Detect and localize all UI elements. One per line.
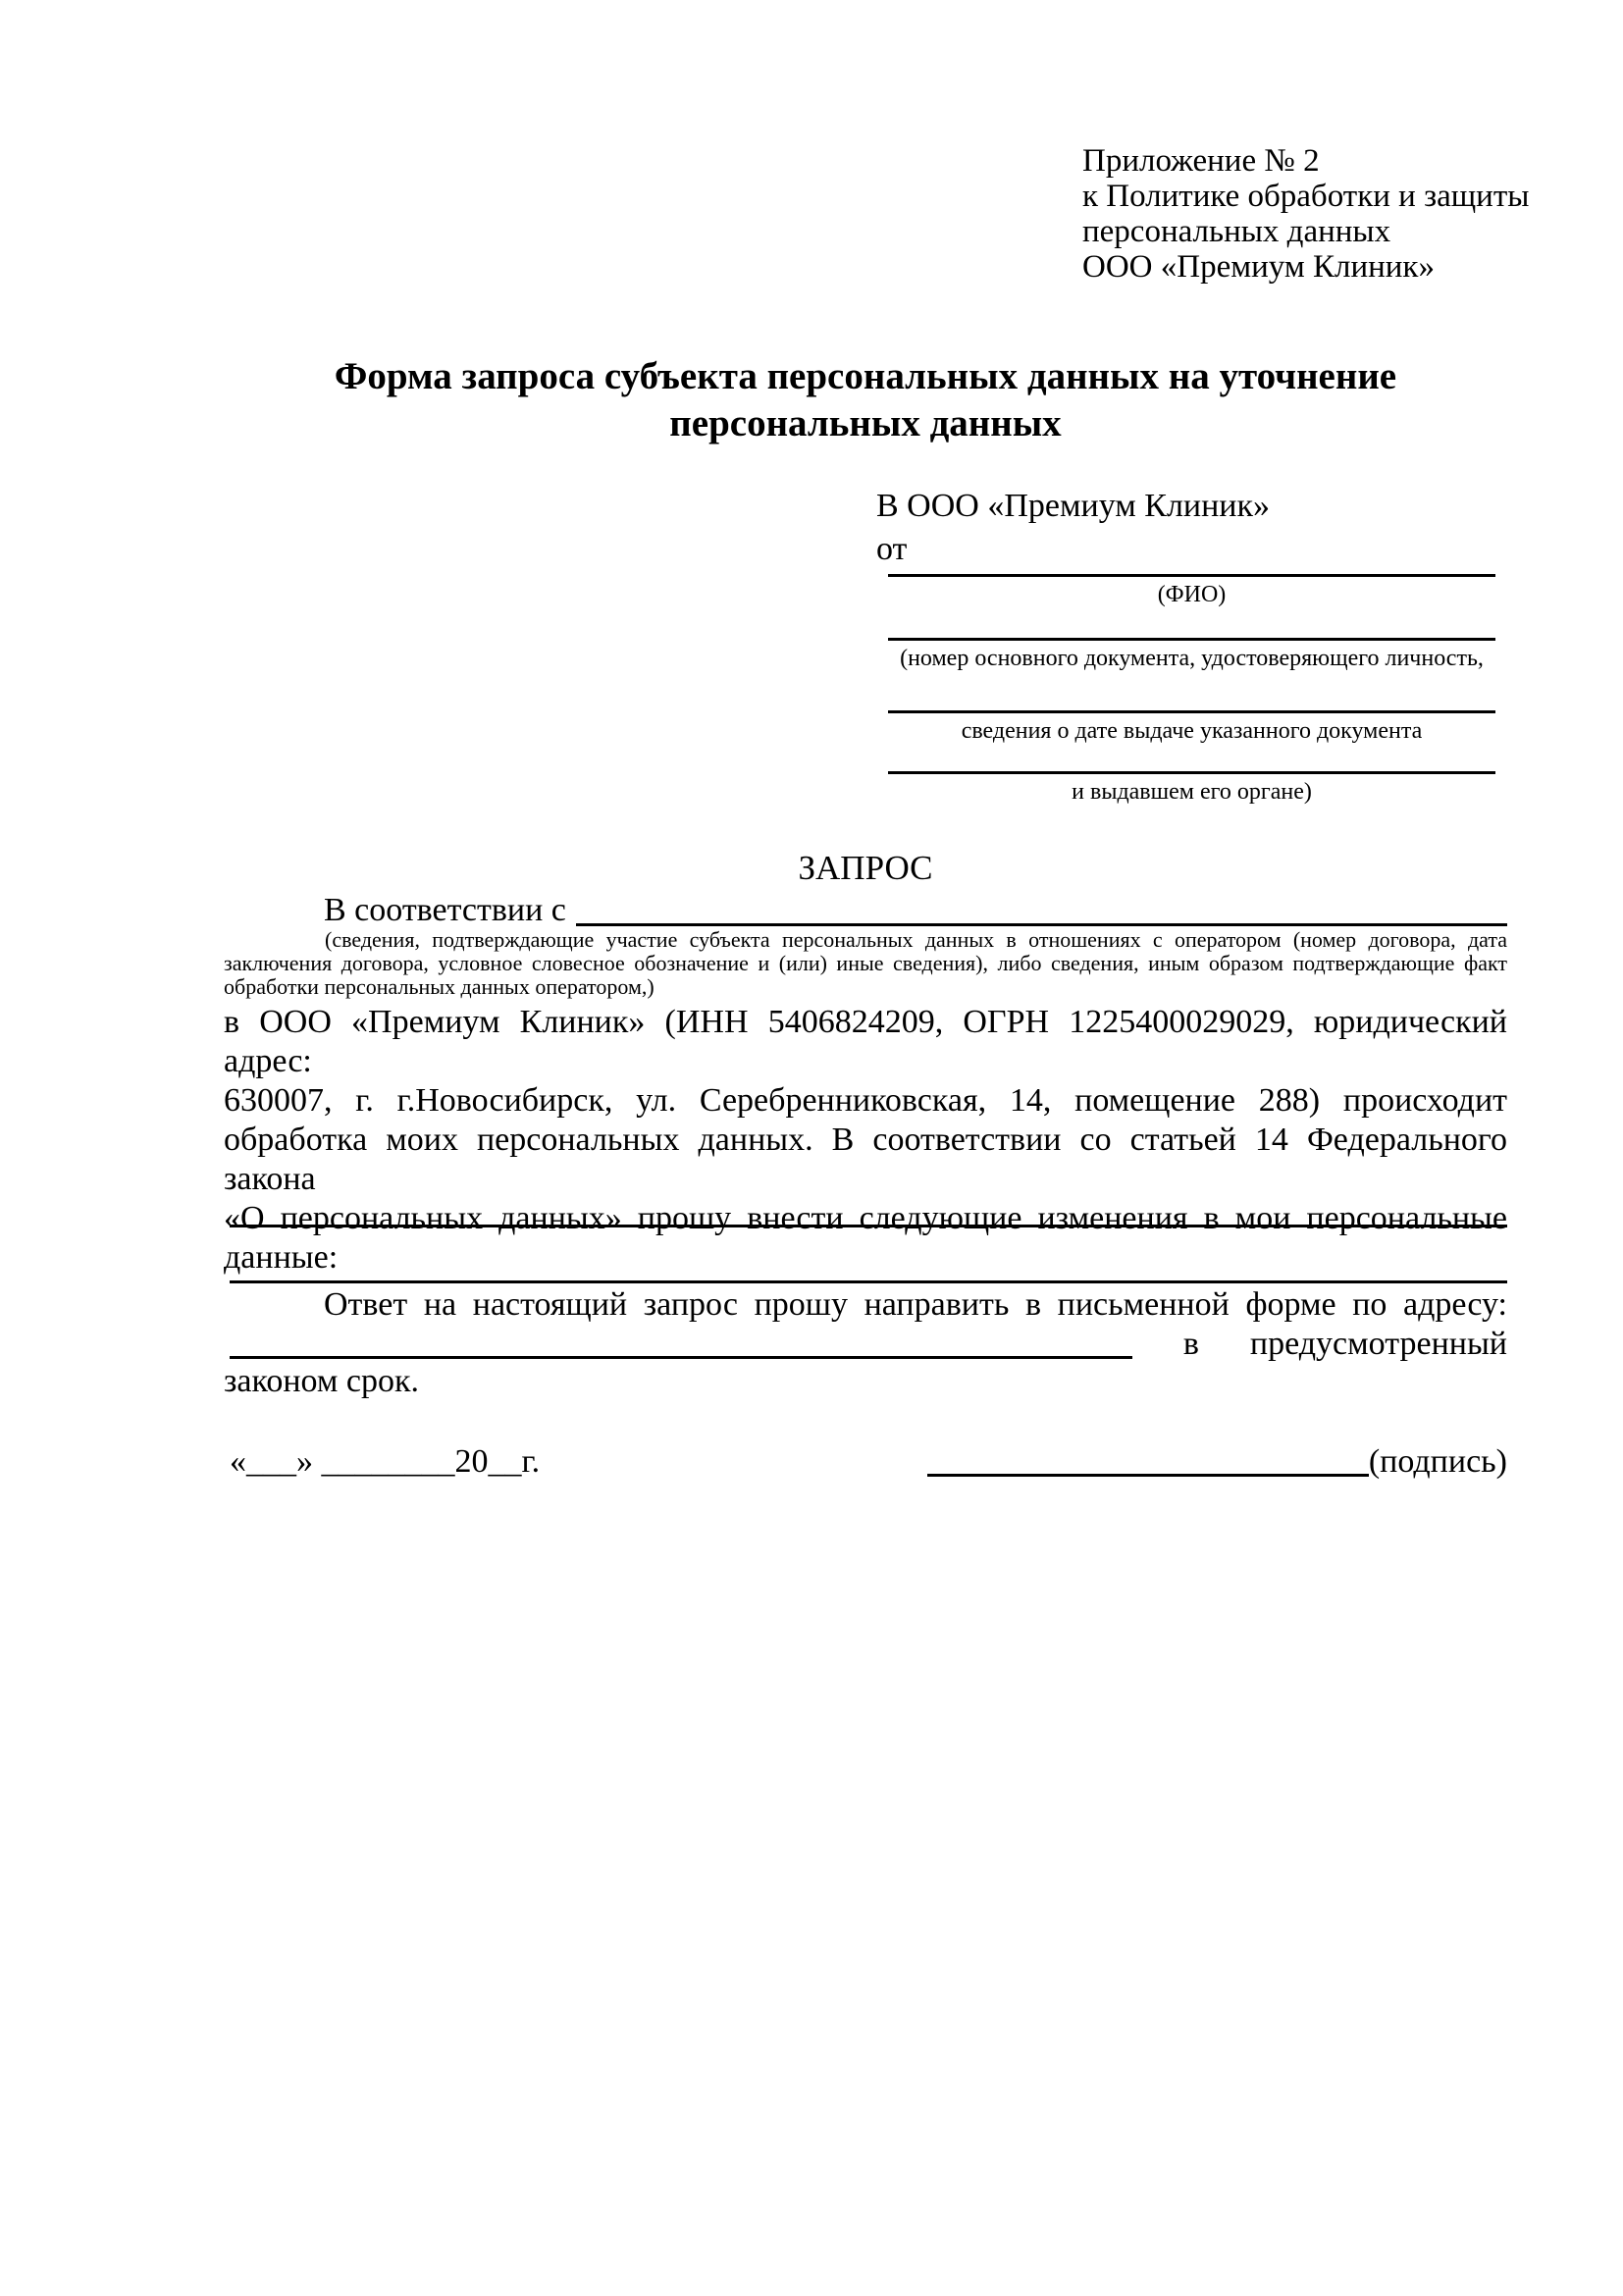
addressee-line: В ООО «Премиум Клиник»	[876, 488, 1271, 524]
body-line: 630007, г. г.Новосибирск, ул. Серебренниковская, 14, помещение 288) происходит	[224, 1082, 1507, 1119]
document-title-line: персональных данных	[669, 402, 1062, 444]
annex-note-line: ООО «Премиум Клиник»	[1082, 249, 1435, 285]
request-heading: ЗАПРОС	[798, 849, 933, 887]
reply-word: в	[1182, 1326, 1199, 1362]
signature-blank-line	[927, 1474, 1369, 1477]
document-title-line: Форма запроса субъекта персональных данных на уточнение	[334, 355, 1397, 397]
issuing-authority-blank-line	[888, 771, 1495, 774]
fine-print-line: (сведения, подтверждающие участие субъекта персональных данных в отношениях с оператором (номер договора, дата	[325, 927, 1507, 952]
reply-line: Ответ на настоящий запрос прошу направить в письменной форме по адресу:	[324, 1286, 1507, 1323]
document-number-caption: (номер основного документа, удостоверяющего личность,	[900, 646, 1484, 671]
signature-row	[927, 1440, 1507, 1484]
fine-print-line: обработки персональных данных оператором,)	[224, 974, 654, 999]
reply-address-row	[230, 1325, 1507, 1364]
annex-note-line: к Политике обработки и защиты	[1082, 179, 1530, 214]
document-number-blank-line	[888, 638, 1495, 641]
body-line: «О персональных данных» прошу внести следующие изменения в мои персональные	[224, 1200, 1507, 1236]
accordance-blank-line	[576, 891, 1507, 926]
address-blank-line	[230, 1356, 1132, 1359]
fine-print-line: заключения договора, условное словесное обозначение и (или) иные сведения), либо сведения, иным образом подтверждающие факт	[224, 951, 1507, 975]
fio-caption: (ФИО)	[1157, 582, 1227, 607]
issue-date-caption: сведения о дате выдаче указанного документа	[961, 718, 1423, 744]
body-line: данные:	[224, 1239, 339, 1276]
annex-note	[1082, 143, 1529, 285]
date-blank: «___» ________20__г.	[230, 1443, 541, 1480]
issue-date-blank-line	[888, 710, 1495, 713]
changes-blank-line	[230, 1280, 1507, 1283]
annex-note-line: персональных данных	[1082, 214, 1391, 249]
signature-caption: (подпись)	[1368, 1443, 1507, 1480]
issuing-authority-caption: и выдавшем его органе)	[1072, 779, 1312, 805]
accordance-label: В соответствии с	[324, 892, 566, 928]
fio-blank-line	[888, 574, 1495, 577]
fine-print-block	[224, 928, 1507, 999]
document-title	[224, 353, 1507, 447]
reply-word: предусмотренный	[1249, 1326, 1507, 1362]
addressee-block	[876, 485, 1270, 571]
reply-line: законом срок.	[224, 1363, 419, 1399]
changes-blank-line	[230, 1225, 1507, 1227]
from-label: от	[876, 531, 908, 567]
body-line: в ООО «Премиум Клиник» (ИНН 5406824209, ОГРН 1225400029029, юридический адрес:	[224, 1004, 1507, 1079]
main-paragraph	[224, 1003, 1507, 1278]
accordance-row	[324, 891, 1507, 930]
annex-note-line: Приложение № 2	[1082, 143, 1320, 179]
body-line: обработка моих персональных данных. В соответствии со статьей 14 Федерального закона	[224, 1122, 1507, 1197]
